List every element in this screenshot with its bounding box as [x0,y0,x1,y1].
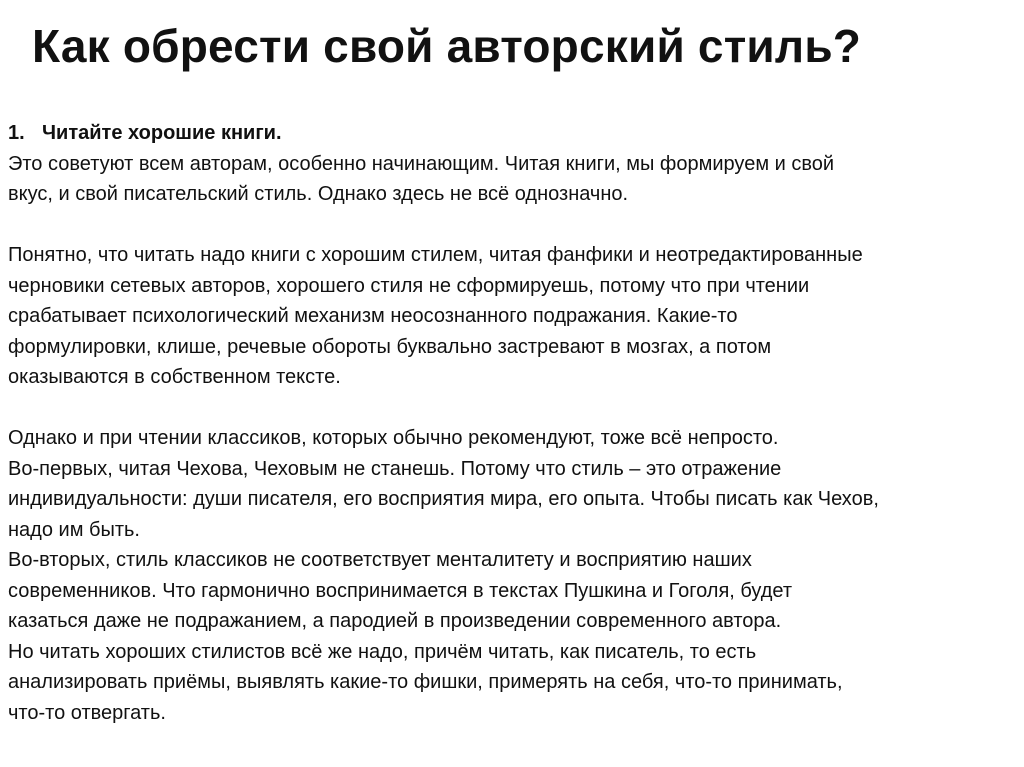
paragraph-spacer [8,393,1024,424]
paragraph-1 [8,149,1024,210]
paragraph-line: Но читать хороших стилистов всё же надо, причём читать, как писатель, то есть [8,640,757,663]
list-item-heading-text: Читайте хорошие книги. [42,122,282,144]
paragraph-3 [8,423,1024,728]
paragraph-line: Это советуют всем авторам, особенно начинающим. Читая книги, мы формируем и свой [8,152,835,175]
paragraph-line: Однако и при чтении классиков, которых обычно рекомендуют, тоже всё непросто. [8,427,779,449]
paragraph-line: что-то отвергать. [8,701,166,724]
slide-body [8,118,1024,728]
list-item-number: 1. [8,122,25,144]
paragraph-line: оказываются в собственном тексте. [8,366,341,388]
paragraph-line: современников. Что гармонично воспринимается в текстах Пушкина и Гоголя, будет [8,579,793,602]
paragraph-line: формулировки, клише, речевые обороты буквально застревают в мозгах, а потом [8,335,772,358]
paragraph-line: черновики сетевых авторов, хорошего стиля не сформируешь, потому что при чтении [8,274,810,297]
paragraph-line: Во-первых, читая Чехова, Чеховым не станешь. Потому что стиль – это отражение [8,457,782,480]
paragraph-line: Во-вторых, стиль классиков не соответствует менталитету и восприятию наших [8,549,752,571]
paragraph-line: казаться даже не подражанием, а пародией в произведении современного автора. [8,610,782,632]
paragraph-line: вкус, и свой писательский стиль. Однако здесь не всё однозначно. [8,183,629,205]
paragraph-line: надо им быть. [8,518,140,541]
paragraph-spacer [8,210,1024,241]
paragraph-line: Понятно, что читать надо книги с хорошим стилем, читая фанфики и неотредактированные [8,244,863,266]
paragraph-line: индивидуальности: души писателя, его восприятия мира, его опыта. Чтобы писать как Чехов, [8,488,879,510]
paragraph-line: срабатывает психологический механизм неосознанного подражания. Какие-то [8,305,738,327]
paragraph-2 [8,240,1024,393]
paragraph-line: анализировать приёмы, выявлять какие-то фишки, примерять на себя, что-то принимать, [8,671,843,693]
slide-title: Как обрести свой авторский стиль? [32,20,862,72]
list-item-heading [8,118,1024,149]
